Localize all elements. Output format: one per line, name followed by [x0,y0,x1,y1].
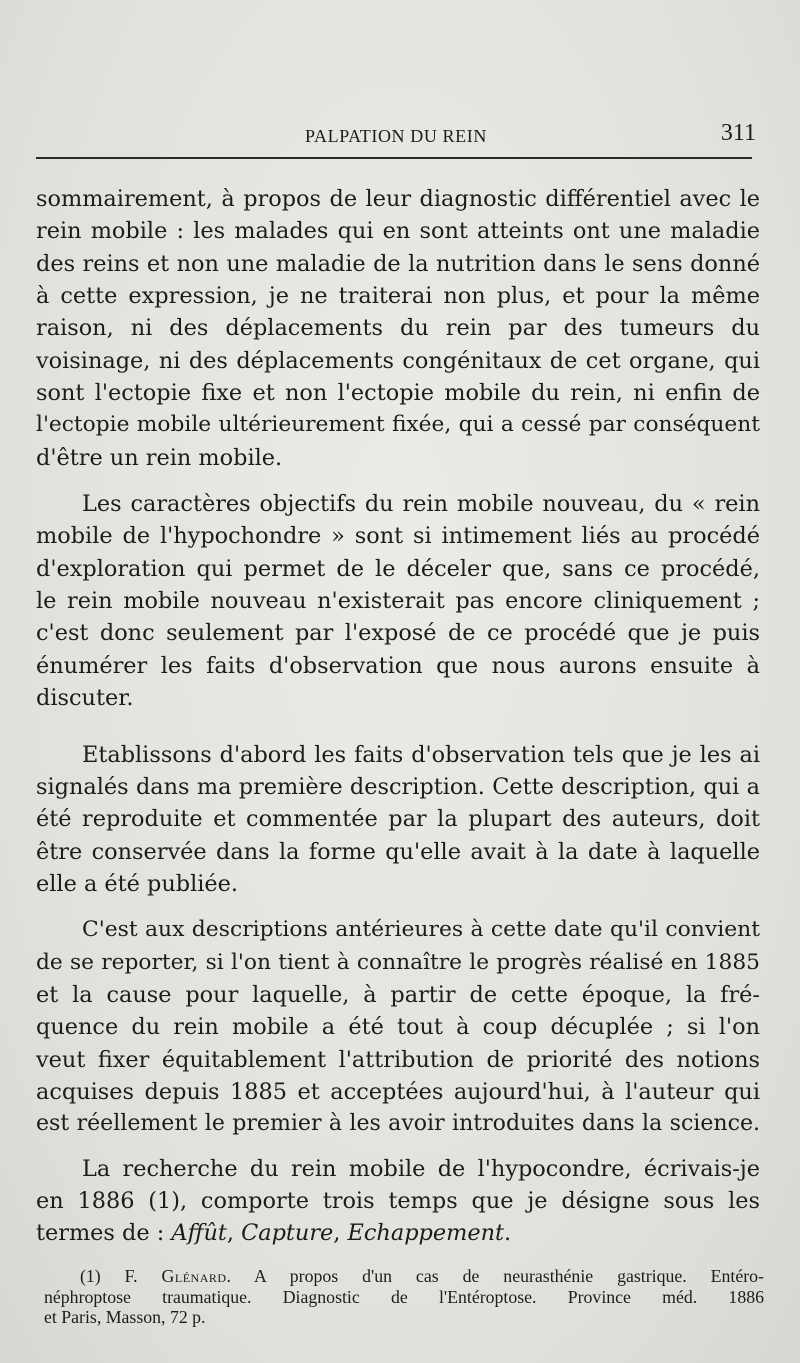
text-line: c'est donc seulement par l'exposé de ce procédé que je puis [36,620,760,647]
footnote-author: Glénard [161,1266,227,1286]
paragraph [36,739,760,901]
term-capture: Capture [241,1220,334,1247]
text-fragment: , [333,1220,348,1247]
text-line: de se reporter, si l'on tient à connaître le progrès réalisé en 1885 [36,949,760,975]
text-line: Les caractères objectifs du rein mobile nouveau, du « rein [82,491,760,518]
paragraph [36,183,760,474]
text-line: sont l'ectopie fixe et non l'ectopie mobile du rein, ni enfin de [36,380,760,407]
text-line: Etablissons d'abord les faits d'observation tels que je les ai [82,741,760,768]
text-line: des reins et non une maladie de la nutrition dans le sens donné [36,250,760,277]
text-line: et la cause pour laquelle, à partir de cette époque, la fré- [36,981,760,1008]
text-fragment: , [226,1220,242,1247]
text-line: La recherche du rein mobile de l'hypocondre, écrivais-je [82,1155,760,1182]
footnote-line: et Paris, Masson, 72 p. [44,1307,206,1327]
paragraph [36,488,760,714]
footnote-line: néphroptose traumatique. Diagnostic de l'Entéroptose. Province méd. 1886 [44,1286,764,1307]
footnote-line [44,1266,764,1287]
header-rule [36,157,752,159]
text-line: quence du rein mobile a été tout à coup décuplée ; si l'on [36,1014,760,1041]
running-head: PALPATION DU REIN [305,126,487,146]
text-line: rein mobile : les malades qui en sont atteints ont une maladie [36,218,760,245]
text-line: en 1886 (1), comporte trois temps que je désigne sous les [36,1187,760,1214]
text-line: le rein mobile nouveau n'existerait pas encore cliniquement ; [36,588,760,615]
text-line: été reproduite et commentée par la plupart des auteurs, doit [36,806,760,833]
page-header [36,118,756,154]
text-line: énumérer les faits d'observation que nous aurons ensuite à [36,652,760,679]
footnote [44,1266,764,1328]
text-line: elle a été publiée. [36,870,239,897]
text-line: être conservée dans la forme qu'elle avait à la date à laquelle [36,838,760,865]
text-line: C'est aux descriptions antérieures à cette date qu'il convient [82,917,760,943]
paragraph [36,1153,760,1250]
text-line: discuter. [36,685,134,712]
text-line: acquises depuis 1885 et acceptées aujourd'hui, à l'auteur qui [36,1078,760,1105]
text-line: veut fixer équitablement l'attribution de priorité des notions [36,1046,760,1073]
text-line [36,1217,760,1249]
text-line: à cette expression, je ne traiterai non plus, et pour la même [36,283,760,310]
text-line: sommairement, à propos de leur diagnostic différentiel avec le [36,186,760,212]
text-fragment: . [504,1220,512,1247]
body-text [36,183,760,1250]
footnote-text: . A propos d'un cas de neurasthénie gastrique. Entéro- [226,1266,764,1286]
text-line: signalés dans ma première description. Cette description, qui a [36,773,760,800]
text-fragment: termes de : [36,1220,172,1247]
paragraph [36,914,760,1140]
term-echappement: Echappement [347,1220,505,1247]
footnote-marker: (1) F. [80,1266,162,1286]
text-line: est réellement le premier à les avoir introduites dans la science. [36,1111,760,1137]
text-line: mobile de l'hypochondre » sont si intimement liés au procédé [36,523,760,550]
term-affut: Affût [171,1220,227,1247]
text-line: d'être un rein mobile. [36,444,283,471]
text-line: l'ectopie mobile ultérieurement fixée, qui a cessé par conséquent [36,412,760,438]
page-number: 311 [720,120,756,146]
text-line: d'exploration qui permet de le déceler que, sans ce procédé, [36,555,760,582]
text-line: voisinage, ni des déplacements congénitaux de cet organe, qui [36,347,760,374]
text-line: raison, ni des déplacements du rein par des tumeurs du [36,315,760,342]
